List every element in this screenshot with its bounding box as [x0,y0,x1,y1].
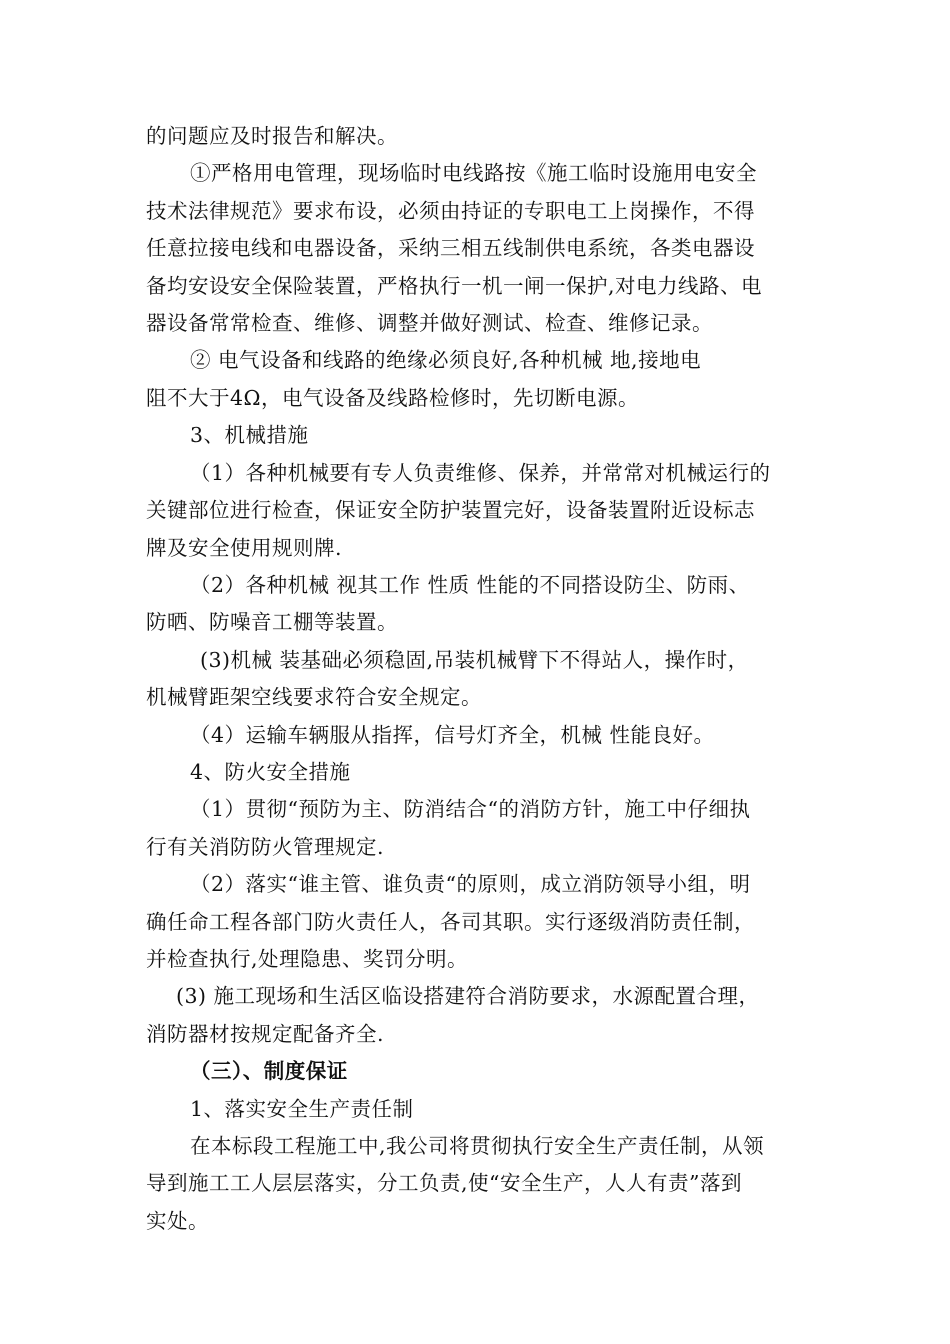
paragraph-line: （1）各种机械要有专人负责维修、保养，并常常对机械运行的 [190,461,771,485]
paragraph-line: 实处。 [146,1209,209,1233]
paragraph-line: 牌及安全使用规则牌. [146,536,343,560]
paragraph-line: （2）各种机械 视其工作 性质 性能的不同搭设防尘、防雨、 [190,573,750,597]
paragraph-line: 并检查执行,处理隐患、奖罚分明。 [146,947,469,971]
paragraph-line: （4）运输车辆服从指挥，信号灯齐全，机械 性能良好。 [190,723,715,747]
paragraph-line: ①严格用电管理，现场临时电线路按《施工临时设施用电安全 [190,161,757,185]
chapter-heading: （三）、制度保证 [190,1059,348,1083]
paragraph-line: 在本标段工程施工中,我公司将贯彻执行安全生产责任制，从领 [190,1134,765,1158]
paragraph-line: 任意拉接电线和电器设备，采纳三相五线制供电系统，各类电器设 [146,236,755,260]
paragraph-line: （1）贯彻“预防为主、防消结合“的消防方针，施工中仔细执 [190,797,751,821]
paragraph-line: 关键部位进行检查，保证安全防护装置完好，设备装置附近设标志 [146,498,755,522]
paragraph-line: 阻不大于4Ω，电气设备及线路检修时，先切断电源。 [146,386,640,410]
paragraph-line: 器设备常常检查、维修、调整并做好测试、检查、维修记录。 [146,311,713,335]
paragraph-line: 技术法律规范》要求布设，必须由持证的专职电工上岗操作，不得 [146,199,755,223]
section-heading: 4、防火安全措施 [190,760,351,784]
paragraph-line: 防晒、防噪音工棚等装置。 [146,610,398,634]
paragraph-line: 的问题应及时报告和解决。 [146,124,398,148]
paragraph-line: 消防器材按规定配备齐全. [146,1022,385,1046]
paragraph-line: (3)机械 装基础必须稳固,吊装机械臂下不得站人，操作时， [200,648,749,672]
paragraph-line: ② 电气设备和线路的绝缘必须良好,各种机械 地,接地电 [190,348,702,372]
section-heading: 3、机械措施 [190,423,309,447]
paragraph-line: 机械臂距架空线要求符合安全规定。 [146,685,482,709]
paragraph-line: 确任命工程各部门防火责任人，各司其职。实行逐级消防责任制， [146,910,755,934]
paragraph-line: (3) 施工现场和生活区临设搭建符合消防要求，水源配置合理， [176,984,760,1008]
paragraph-line: 导到施工工人层层落实，分工负责,使“安全生产，人人有责”落到 [146,1171,742,1195]
paragraph-line: （2）落实“谁主管、谁负责“的原则，成立消防领导小组，明 [190,872,751,896]
paragraph-line: 行有关消防防火管理规定. [146,835,385,859]
paragraph-line: 备均安设安全保险装置，严格执行一机一闸一保护,对电力线路、电 [146,274,763,298]
section-heading: 1、落实安全生产责任制 [190,1097,414,1121]
